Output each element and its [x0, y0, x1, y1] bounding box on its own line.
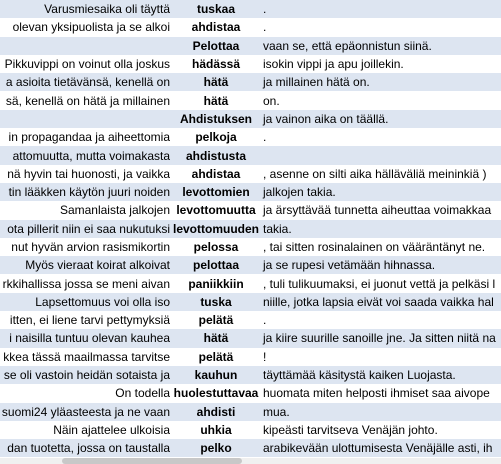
keyword[interactable]: levottomien: [182, 185, 250, 200]
concordance-row: [0, 165, 501, 183]
keyword[interactable]: Ahdistuksen: [179, 111, 252, 126]
keyword[interactable]: tuska: [200, 294, 232, 309]
right-context: vaan se, että epäonnistun siinä.: [263, 38, 432, 53]
left-context: dan tuotetta, jossa on taustalla: [7, 441, 170, 456]
concordance-row: [0, 91, 501, 109]
keyword[interactable]: ahdistaa: [191, 166, 241, 181]
keyword[interactable]: pelko: [200, 441, 232, 456]
keyword[interactable]: levottomuuden: [173, 221, 259, 236]
concordance-row: [0, 403, 501, 421]
concordance-row: [0, 384, 501, 402]
right-context: takia.: [263, 221, 292, 236]
left-context: Lapsettomuus voi olla iso: [35, 294, 170, 309]
keyword[interactable]: pelätä: [198, 349, 234, 364]
right-context: !: [263, 349, 267, 364]
concordance-row: [0, 366, 501, 384]
concordance-row: [0, 110, 501, 128]
right-context: on.: [263, 93, 280, 108]
right-context: .: [263, 130, 267, 145]
concordance-row: [0, 201, 501, 219]
concordance-row: [0, 293, 501, 311]
keyword[interactable]: hätä: [203, 75, 229, 90]
left-context: sä, kenellä on hätä ja millainen: [5, 93, 170, 108]
right-context: .: [263, 2, 267, 17]
right-context: huomata miten helposti ihmiset saa aivope: [263, 386, 490, 401]
left-context: nut hyvän arvion rasismikortin: [11, 240, 170, 254]
left-context: i naisilla tuntuu olevan kauhea: [9, 331, 170, 346]
concordance-row: [0, 329, 501, 347]
concordance-row: [0, 421, 501, 439]
keyword[interactable]: ahdistusta: [185, 148, 246, 163]
right-context: , tai sitten rosinalainen on vääräntänyt ne.: [263, 240, 486, 254]
right-context: isokin vippi ja apu joillekin.: [263, 57, 404, 72]
keyword[interactable]: levottomuutta: [176, 203, 256, 218]
left-context: a asioita tietävänsä, kenellä on: [5, 75, 170, 90]
right-context: , tuli tulikuumaksi, ei juonut vettä ja pelkäsi l: [263, 276, 496, 291]
concordance-row: [0, 55, 501, 73]
left-context: ota pillerit niin ei saa nukutuksi: [7, 221, 170, 236]
right-context: täyttämää käsitystä kaiken Luojasta.: [263, 368, 456, 383]
left-context: Varusmiesaika oli täyttä: [44, 2, 170, 17]
concordance-row: [0, 0, 501, 18]
keyword[interactable]: hädässä: [191, 57, 241, 72]
right-context: ja ärsyttävää tunnetta aiheuttaa voimakkaa: [263, 203, 492, 218]
left-context: attomuutta, mutta voimakasta: [12, 148, 170, 163]
keyword[interactable]: ahdisti: [196, 404, 236, 419]
scrollbar-thumb[interactable]: [62, 458, 242, 464]
keyword[interactable]: huolestuttavaa: [173, 386, 259, 401]
right-context: mua.: [263, 404, 290, 419]
left-context: Myös vieraat koirat alkoivat: [25, 258, 170, 273]
keyword[interactable]: uhkia: [200, 422, 232, 437]
right-context: jalkojen takia.: [263, 185, 336, 200]
keyword[interactable]: ahdistaa: [191, 20, 241, 35]
left-context: kkea tässä maailmassa tarvitse: [3, 349, 170, 364]
concordance-row: [0, 238, 501, 256]
keyword[interactable]: hätä: [203, 331, 229, 346]
left-context: Samanlaista jalkojen: [59, 203, 170, 218]
right-context: ja millainen hätä on.: [263, 75, 370, 90]
concordance-row: [0, 183, 501, 201]
left-context: suomi24 yläasteesta ja ne vaan: [1, 404, 170, 419]
horizontal-scrollbar[interactable]: [0, 458, 501, 464]
right-context: niille, jotka lapsia eivät voi saada vaikka hal: [263, 294, 494, 309]
keyword[interactable]: Pelottaa: [192, 38, 240, 53]
concordance-row: [0, 439, 501, 457]
keyword[interactable]: pelätä: [198, 313, 234, 328]
concordance-row: [0, 256, 501, 274]
keyword[interactable]: tuskaa: [196, 2, 236, 17]
left-context: nä hyvin tai huonosti, ja vaikka: [7, 166, 170, 181]
concordance-row: [0, 348, 501, 366]
keyword[interactable]: pelossa: [193, 240, 239, 254]
right-context: ja vainon aika on täällä.: [263, 111, 389, 126]
left-context: rkkihallissa jossa se meni aivan: [2, 276, 170, 291]
left-context: itten, ei liene tarvi pettymyksiä: [9, 313, 170, 328]
right-context: ja kiire suurille sanoille jne. Ja sitten niitä na: [263, 331, 496, 346]
keyword[interactable]: hätä: [203, 93, 229, 108]
concordance-row: [0, 146, 501, 164]
concordance-row: [0, 37, 501, 55]
keyword[interactable]: pelottaa: [192, 258, 239, 273]
right-context: arabikevään ulottumisesta Venäjälle asti, ih: [263, 441, 493, 456]
left-context: On todella: [115, 386, 170, 401]
concordance-row: [0, 220, 501, 238]
keyword[interactable]: paniikkiin: [188, 276, 244, 291]
left-context: Näin ajattelee ulkoisia: [53, 422, 170, 437]
keyword[interactable]: pelkoja: [195, 130, 237, 145]
right-context: kipeästi tarvitseva Venäjän johto.: [263, 422, 438, 437]
right-context: ja se rupesi vetämään hihnassa.: [263, 258, 436, 273]
left-context: olevan yksipuolista ja se alkoi: [12, 20, 170, 35]
left-context: se oli vastoin heidän sotaista ja: [3, 368, 170, 383]
concordance-row: [0, 73, 501, 91]
right-context: , asenne on silti aika hälläväliä meininkiä ): [263, 166, 487, 181]
concordance-row: [0, 18, 501, 36]
concordance-row: [0, 274, 501, 292]
keyword[interactable]: kauhun: [194, 368, 238, 383]
left-context: in propagandaa ja aiheettomia: [8, 130, 170, 145]
left-context: tin lääkken käytön juuri noiden: [8, 185, 170, 200]
left-context: Pikkuvippi on voinut olla joskus: [4, 57, 170, 72]
concordance-row: [0, 128, 501, 146]
right-context: .: [263, 313, 267, 328]
right-context: .: [263, 20, 267, 35]
concordance-row: [0, 311, 501, 329]
